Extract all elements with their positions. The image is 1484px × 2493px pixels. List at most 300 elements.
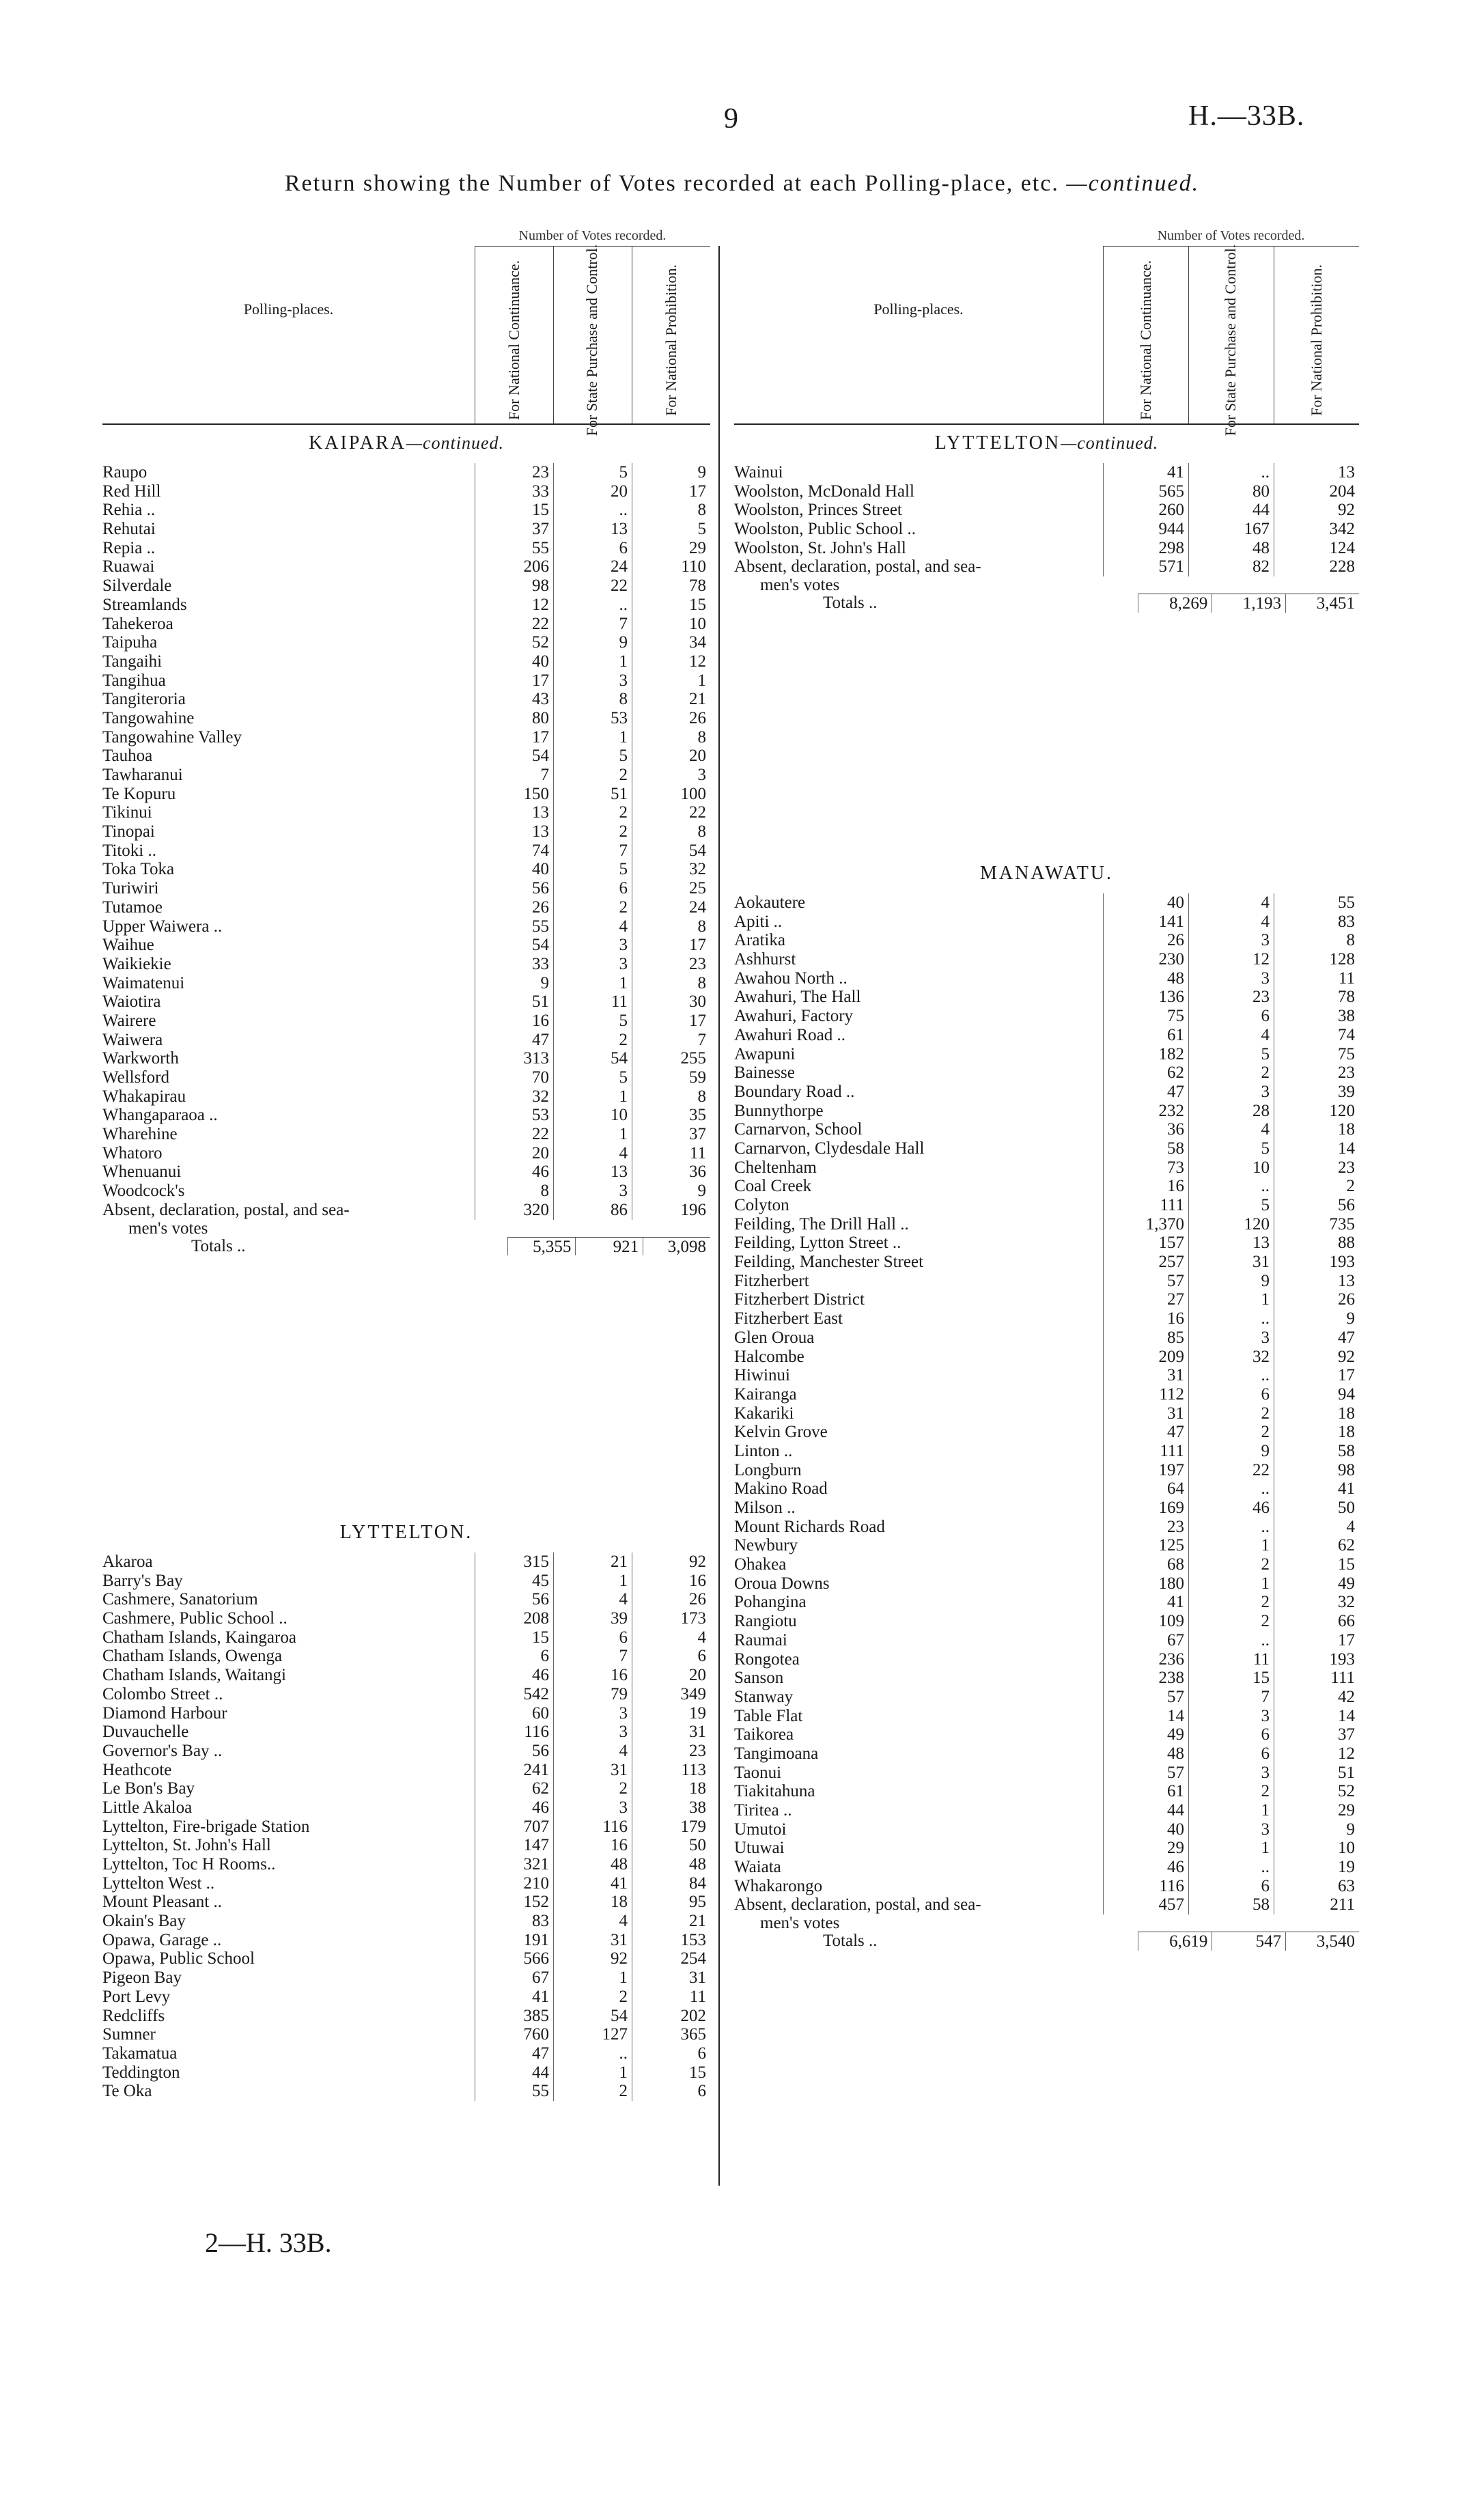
table-row [102,2025,710,2044]
state-control-votes: 1 [553,1572,632,1591]
table-row [734,1669,1359,1688]
continuance-votes: 313 [475,1049,553,1068]
continuance-votes: 32 [475,1087,553,1106]
state-control-votes: 3 [553,955,632,974]
polling-place-cell [102,1201,475,1220]
table-row [734,1744,1359,1764]
state-control-votes: 1 [553,1968,632,1988]
state-control-votes: 5 [1188,1045,1274,1064]
continuance-votes: 232 [1103,1102,1188,1121]
polling-place-cell [734,1348,1103,1367]
polling-place-name: Repia .. [102,538,156,557]
state-control-votes: .. [1188,1366,1274,1385]
state-control-votes: 4 [1188,893,1274,913]
polling-place-name: Akaroa [102,1552,153,1571]
polling-place-name: men's votes [128,1219,208,1237]
polling-place-name: Absent, declaration, postal, and sea- [734,1895,981,1914]
table-row [102,596,710,615]
state-control-votes: 6 [1188,1725,1274,1744]
polling-place-cell [734,1045,1103,1064]
polling-place-cell [734,988,1103,1007]
prohibition-votes: 75 [1274,1045,1359,1064]
polling-place-cell [102,2025,475,2044]
state-control-votes: 3 [1188,931,1274,950]
state-control-votes: 1 [553,1087,632,1106]
state-control-votes: 5 [553,463,632,482]
polling-place-cell [734,1801,1103,1820]
prohibition-votes: 52 [1274,1782,1359,1801]
polling-place-cell [734,557,1103,576]
continuance-votes: 180 [1103,1574,1188,1593]
continuance-votes: 43 [475,690,553,709]
table-row-continuation [102,1220,710,1237]
continuance-votes: 62 [475,1779,553,1798]
state-control-votes: 2 [1188,1063,1274,1083]
table-row [102,652,710,671]
polling-place-name: Chatham Islands, Kaingaroa [102,1628,296,1647]
table-row [734,1555,1359,1574]
state-control-votes: 11 [1188,1650,1274,1669]
continuance-votes: 157 [1103,1234,1188,1253]
column-divider [718,246,720,2186]
state-control-votes: 31 [553,1761,632,1780]
state-control-votes: 6 [1188,1877,1274,1896]
polling-place-name: Tangowahine Valley [102,727,242,747]
polling-place-cell [102,898,475,917]
state-control-votes: 48 [553,1855,632,1874]
polling-place-cell [734,1253,1103,1272]
polling-place-cell [102,2044,475,2063]
polling-place-name: Duvauchelle [102,1723,189,1742]
prohibition-votes: 18 [1274,1423,1359,1442]
prohibition-votes: 18 [1274,1120,1359,1139]
continuance-votes: 62 [1103,1063,1188,1083]
polling-place-cell [734,1366,1103,1385]
state-control-votes: 7 [1188,1688,1274,1707]
polling-place-name: Okain's Bay [102,1912,186,1931]
polling-place-cell [102,1590,475,1609]
polling-place-cell [734,1612,1103,1631]
total-continuance: 5,355 [507,1237,575,1256]
continuance-votes: 26 [1103,931,1188,950]
state-control-votes: 20 [553,482,632,501]
polling-place-name: Lyttelton, St. John's Hall [102,1836,271,1855]
continuance-votes: 457 [1103,1895,1188,1914]
polling-place-name: Te Oka [102,2082,152,2101]
continuance-votes: 73 [1103,1158,1188,1178]
state-control-votes: 79 [553,1685,632,1704]
state-control-votes: 4 [1188,1026,1274,1045]
polling-place-cell [734,482,1103,501]
continuance-votes: 58 [1103,1139,1188,1158]
polling-place-name: Awahuri, The Hall [734,988,861,1007]
polling-place-cell [734,1479,1103,1499]
continuance-votes: 15 [475,1628,553,1647]
polling-places-heading: Polling-places. [243,301,334,318]
polling-place-cell [102,652,475,671]
state-control-votes: .. [553,2044,632,2063]
table-row [734,1895,1359,1914]
continuance-votes: 111 [1103,1196,1188,1215]
state-control-votes: 2 [1188,1593,1274,1612]
table-row [102,1988,710,2007]
state-control-votes: 5 [553,1068,632,1087]
continuance-votes: 56 [475,1742,553,1761]
table-row [734,1102,1359,1121]
table-row [102,1609,710,1628]
prohibition-votes: 202 [632,2007,710,2026]
polling-place-cell [102,1855,475,1874]
polling-place-cell [734,1423,1103,1442]
state-control-votes: 4 [553,1742,632,1761]
continuance-votes: 22 [475,1125,553,1144]
continuance-votes: 230 [1103,950,1188,969]
polling-place-cell [734,1461,1103,1480]
prohibition-votes: 30 [632,992,710,1012]
table-row [734,1272,1359,1291]
polling-place-name: Whakapirau [102,1087,186,1106]
table-row [734,1045,1359,1064]
continuance-votes: 47 [475,1031,553,1050]
state-control-votes: 6 [553,1628,632,1647]
continuance-votes: 6 [475,1647,553,1666]
polling-place-name: Sanson [734,1669,784,1688]
table-row [102,2063,710,2083]
table-row [102,2007,710,2026]
polling-place-cell [734,1650,1103,1669]
continuance-votes: 74 [475,841,553,861]
continuance-votes: 8 [475,1182,553,1201]
prohibition-votes: 98 [1274,1461,1359,1480]
state-control-votes: 58 [1188,1895,1274,1914]
continuance-votes: 56 [475,1590,553,1609]
continuance-votes: 27 [1103,1290,1188,1309]
prohibition-votes: 2 [1274,1177,1359,1196]
polling-place-name: Whenuanui [102,1162,182,1182]
prohibition-votes: 21 [632,1912,710,1931]
prohibition-votes: 4 [632,1628,710,1647]
polling-place-cell [102,2007,475,2026]
state-control-votes: 11 [553,992,632,1012]
polling-place-name: Awahou North .. [734,969,848,988]
polling-place-cell [102,1685,475,1704]
prohibition-votes: 39 [1274,1083,1359,1102]
polling-place-cell [102,557,475,576]
state-control-votes: 2 [553,822,632,841]
polling-place-cell [102,1912,475,1931]
polling-place-cell [734,1669,1103,1688]
polling-place-name: Colombo Street .. [102,1684,223,1703]
table-row [734,1593,1359,1612]
lyttelton-rows [102,1552,710,2101]
polling-place-name: Aratika [734,931,785,950]
state-control-votes: 3 [553,1182,632,1201]
prohibition-votes: 254 [632,1949,710,1968]
table-row [734,1083,1359,1102]
continuance-votes: 61 [1103,1782,1188,1801]
table-row [102,1968,710,1988]
table-row [734,1536,1359,1555]
table-row [734,1461,1359,1480]
polling-place-name: Whangaparaoa .. [102,1106,218,1125]
state-control-votes: 2 [553,766,632,785]
polling-place-name: men's votes [760,576,840,594]
table-row [102,1704,710,1723]
polling-place-name: Ruawai [102,557,155,576]
table-row [734,1234,1359,1253]
table-row [102,557,710,576]
state-control-votes: 3 [553,1798,632,1817]
prohibition-votes: 34 [632,633,710,652]
continuance-votes: 14 [1103,1707,1188,1726]
polling-place-cell [734,1309,1103,1328]
prohibition-votes: 5 [632,520,710,539]
polling-place-cell [102,1609,475,1628]
prohibition-votes: 94 [1274,1385,1359,1404]
polling-place-name: Absent, declaration, postal, and sea- [734,557,981,576]
prohibition-votes: 15 [1274,1555,1359,1574]
state-control-votes: 5 [1188,1196,1274,1215]
state-control-votes: 51 [553,785,632,804]
polling-place-name: Feilding, Lytton Street .. [734,1234,901,1253]
state-control-votes: 10 [1188,1158,1274,1178]
continuance-votes: 22 [475,615,553,634]
table-row [734,501,1359,520]
prohibition-votes: 31 [632,1968,710,1988]
polling-place-name: Tangiteroria [102,690,186,709]
continuance-votes: 40 [1103,893,1188,913]
prohibition-votes: 4 [1274,1518,1359,1537]
continuance-votes: 23 [1103,1518,1188,1537]
polling-place-name: Sumner [102,2025,156,2044]
state-control-votes: 2 [553,1988,632,2007]
prohibition-votes: 12 [1274,1744,1359,1764]
continuance-votes: 85 [1103,1328,1188,1348]
total-state-control: 547 [1212,1932,1285,1951]
prohibition-votes: 110 [632,557,710,576]
prohibition-votes: 37 [632,1125,710,1144]
prohibition-votes: 100 [632,785,710,804]
polling-place-name: Fitzherbert [734,1271,809,1290]
continuance-votes: 257 [1103,1253,1188,1272]
table-row [102,1162,710,1182]
state-control-votes: 92 [553,1949,632,1968]
table-row [102,1949,710,1968]
prohibition-votes: 55 [1274,893,1359,913]
polling-place-cell [734,1120,1103,1139]
continuance-votes: 260 [1103,501,1188,520]
state-control-votes: 4 [553,1912,632,1931]
table-row [734,1612,1359,1631]
prohibition-votes: 36 [632,1162,710,1182]
continuance-votes: 46 [1103,1858,1188,1877]
polling-place-name: Cashmere, Public School .. [102,1609,288,1628]
polling-place-cell [734,520,1103,539]
page-number: 9 [724,103,738,135]
polling-place-name: Bainesse [734,1063,795,1083]
state-control-votes: 1 [1188,1839,1274,1858]
state-control-votes: 9 [1188,1272,1274,1291]
polling-place-name: Pohangina [734,1593,807,1612]
polling-place-name: Waiwera [102,1030,163,1049]
state-control-votes: 44 [1188,501,1274,520]
prohibition-votes: 9 [1274,1820,1359,1839]
table-row [102,1125,710,1144]
polling-place-name: Little Akaloa [102,1798,193,1817]
polling-place-cell [102,974,475,993]
polling-place-name: Taipuha [102,633,158,652]
table-row [734,950,1359,969]
state-control-votes: 2 [1188,1404,1274,1423]
table-row [102,1912,710,1931]
continuance-votes: 169 [1103,1499,1188,1518]
continuance-votes: 209 [1103,1348,1188,1367]
left-column-header [102,219,710,436]
polling-place-name: Waikiekie [102,954,171,973]
polling-place-name: Glen Oroua [734,1328,815,1347]
continuance-votes: 55 [475,539,553,558]
prohibition-votes: 92 [632,1552,710,1572]
continuance-votes: 70 [475,1068,553,1087]
prohibition-votes: 88 [1274,1234,1359,1253]
table-row [102,1590,710,1609]
polling-place-name: Woolston, Public School .. [734,520,916,539]
state-control-votes: 2 [1188,1555,1274,1574]
table-row [102,2082,710,2101]
prohibition-votes: 204 [1274,482,1359,501]
electorate-heading: MANAWATU. [979,863,1114,884]
prohibition-votes: 12 [632,652,710,671]
table-row [102,1893,710,1912]
state-control-votes: 41 [553,1874,632,1893]
state-control-votes: 22 [1188,1461,1274,1480]
continuance-votes: 44 [475,2063,553,2083]
continuance-votes: 241 [475,1761,553,1780]
polling-place-name: Oroua Downs [734,1574,830,1593]
polling-place-name: Upper Waiwera .. [102,917,223,936]
polling-place-name: Wellsford [102,1068,169,1087]
prohibition-votes: 10 [632,615,710,634]
polling-place-cell [102,1836,475,1855]
polling-place-name: Rehia .. [102,501,156,520]
prohibition-votes: 83 [1274,913,1359,932]
table-row [102,1931,710,1950]
polling-place-name: Diamond Harbour [102,1703,227,1723]
table-row [102,633,710,652]
continuance-votes: 40 [475,652,553,671]
continuance-votes: 83 [475,1912,553,1931]
state-control-votes: 1 [553,728,632,747]
polling-place-cell [734,1744,1103,1764]
table-row [102,1742,710,1761]
prohibition-votes: 84 [632,1874,710,1893]
polling-place-cell [102,1031,475,1050]
polling-place-name: Red Hill [102,482,161,501]
table-row [734,1158,1359,1178]
continuance-votes: 23 [475,463,553,482]
prohibition-votes: 120 [1274,1102,1359,1121]
prohibition-votes: 9 [632,463,710,482]
continuance-votes: 67 [1103,1631,1188,1650]
table-row [734,539,1359,558]
state-control-votes: 2 [553,1031,632,1050]
polling-place-name: Wairere [102,1011,156,1030]
polling-place-name: Woolston, McDonald Hall [734,482,914,501]
table-row [734,1442,1359,1461]
state-control-votes: 13 [553,1162,632,1182]
polling-place-cell [734,1063,1103,1083]
polling-place-name: Absent, declaration, postal, and sea- [102,1200,350,1219]
table-row-continuation [734,576,1359,594]
table-row [734,1328,1359,1348]
polling-place-cell [102,1068,475,1087]
polling-place-cell [102,1798,475,1817]
continuance-votes: 55 [475,917,553,936]
prohibition-votes: 17 [1274,1366,1359,1385]
continuance-votes: 17 [475,728,553,747]
polling-place-name: Table Flat [734,1706,803,1725]
polling-place-cell [102,1552,475,1572]
prohibition-votes: 196 [632,1201,710,1220]
polling-place-name: Mount Pleasant .. [102,1893,222,1912]
prohibition-votes: 37 [1274,1725,1359,1744]
continuance-votes: 51 [475,992,553,1012]
polling-place-cell [102,766,475,785]
polling-place-name: Feilding, The Drill Hall .. [734,1214,909,1234]
polling-place-cell [102,747,475,766]
polling-place-cell [102,615,475,634]
polling-place-cell [102,2063,475,2083]
polling-place-name: Tangaihi [102,652,163,671]
state-control-votes: 2 [553,898,632,917]
number-of-votes-heading: Number of Votes recorded. [1157,228,1305,243]
prohibition-votes: 22 [632,803,710,822]
table-row [102,1647,710,1666]
polling-place-cell [102,1144,475,1163]
total-state-control: 921 [575,1237,643,1256]
polling-place-name: Whakarongo [734,1876,823,1895]
table-row [102,992,710,1012]
prohibition-votes: 342 [1274,520,1359,539]
polling-place-cell [102,992,475,1012]
continuance-votes: 57 [1103,1688,1188,1707]
table-row [734,1764,1359,1783]
state-control-votes: 32 [1188,1348,1274,1367]
polling-place-name: Carnarvon, School [734,1120,863,1139]
continuance-votes: 9 [475,974,553,993]
polling-place-cell [734,1877,1103,1896]
polling-place-cell [734,463,1103,482]
polling-place-name: Awahuri Road .. [734,1025,845,1044]
prohibition-votes: 19 [632,1704,710,1723]
state-control-votes: 3 [1188,1764,1274,1783]
prohibition-votes: 66 [1274,1612,1359,1631]
table-row [102,1068,710,1087]
polling-place-cell [734,931,1103,950]
state-control-votes: 116 [553,1817,632,1837]
polling-place-cell [102,1087,475,1106]
prohibition-votes: 6 [632,2044,710,2063]
continuance-votes: 111 [1103,1442,1188,1461]
prohibition-votes: 17 [632,1012,710,1031]
table-row [102,898,710,917]
table-row [102,1049,710,1068]
prohibition-votes: 9 [1274,1309,1359,1328]
continuance-votes: 75 [1103,1007,1188,1026]
polling-place-name: Tikinui [102,803,152,822]
continuance-votes: 16 [1103,1309,1188,1328]
prohibition-votes: 153 [632,1931,710,1950]
